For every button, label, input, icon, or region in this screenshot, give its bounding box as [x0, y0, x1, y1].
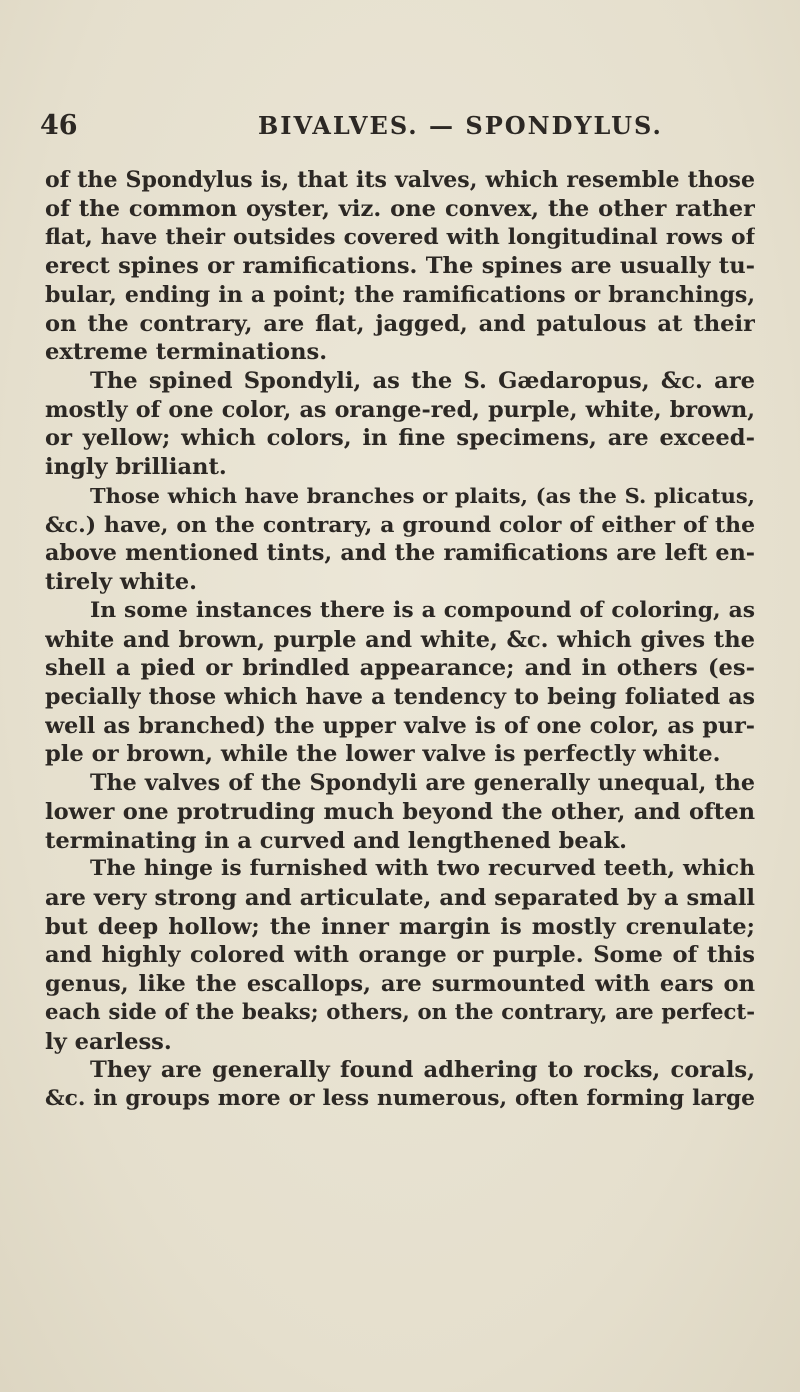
text-line: Those which have branches or plaits, (as the S. plicatus,	[90, 482, 755, 508]
text-line: &c.) have, on the contrary, a ground color of either of the	[45, 511, 755, 538]
text-line: shell a pied or brindled appearance; and in others (es-	[45, 655, 755, 682]
body-text	[45, 166, 755, 1114]
text-line: on the contrary, are flat, jagged, and patulous at their	[45, 310, 755, 337]
text-line: tirely white.	[45, 569, 198, 596]
text-line: ingly brilliant.	[45, 454, 227, 481]
text-line: ple or brown, while the lower valve is perfectly white.	[45, 741, 721, 768]
page-header	[40, 106, 760, 146]
text-line: are very strong and articulate, and separated by a small	[45, 884, 755, 911]
text-line: white and brown, purple and white, &c. which gives the	[45, 626, 755, 653]
page-number: 46	[40, 110, 78, 141]
text-line: genus, like the escallops, are surmounted with ears on	[45, 971, 755, 998]
text-line: The valves of the Spondyli are generally unequal, the	[90, 770, 755, 797]
text-line: mostly of one color, as orange-red, purple, white, brown,	[45, 396, 755, 423]
text-line: &c. in groups more or less numerous, often forming large	[45, 1086, 755, 1111]
text-line: The hinge is furnished with two recurved teeth, which	[90, 856, 755, 882]
text-line: but deep hollow; the inner margin is mostly crenulate;	[45, 913, 755, 940]
text-line: and highly colored with orange or purple. Some of this	[45, 942, 755, 969]
text-line: erect spines or ramifications. The spines are usually tu-	[45, 253, 755, 280]
text-line: pecially those which have a tendency to being foliated as	[45, 683, 755, 710]
text-line: each side of the beaks; others, on the contrary, are perfect-	[45, 999, 755, 1025]
text-line: or yellow; which colors, in fine specimens, are exceed-	[45, 425, 755, 452]
text-line: In some instances there is a compound of coloring, as	[90, 597, 755, 623]
text-line: lower one protruding much beyond the other, and often	[45, 798, 755, 825]
text-line: extreme terminations.	[45, 339, 328, 366]
text-line: flat, have their outsides covered with longitudinal rows of	[45, 224, 755, 251]
text-line: above mentioned tints, and the ramifications are left en-	[45, 540, 755, 567]
text-line: well as branched) the upper valve is of one color, as pur-	[45, 712, 755, 739]
text-line: terminating in a curved and lengthened beak.	[45, 827, 627, 854]
text-line: ly earless.	[45, 1028, 172, 1055]
text-line: of the Spondylus is, that its valves, which resemble those	[45, 167, 755, 193]
running-head: BIVALVES. — SPONDYLUS.	[258, 111, 663, 140]
text-line: bular, ending in a point; the ramifications or branchings,	[45, 281, 755, 308]
text-line: of the common oyster, viz. one convex, the other rather	[45, 195, 755, 222]
text-line: They are generally found adhering to rocks, corals,	[90, 1057, 755, 1084]
text-line: The spined Spondyli, as the S. Gædaropus, &c. are	[90, 368, 755, 395]
